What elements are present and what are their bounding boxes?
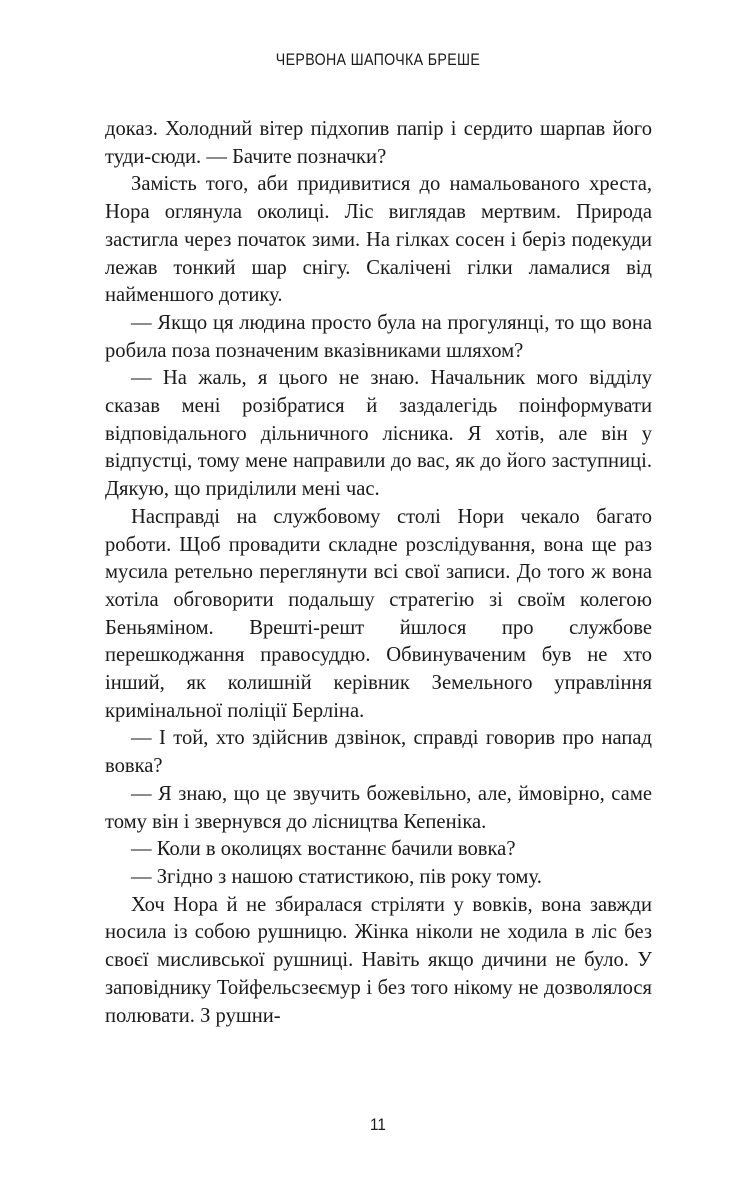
running-title: ЧЕРВОНА ШАПОЧКА БРЕШЕ xyxy=(275,51,481,69)
paragraph-dialogue: — Згідно з нашою статистикою, пів року тому. xyxy=(131,865,542,888)
paragraph-dialogue: — Я знаю, що це звучить божевільно, але, ймовірно, саме тому він і звернувся до лісництва Кепеніка. xyxy=(105,782,652,833)
paragraph-narration: Хоч Нора й не збиралася стріляти у вовків, вона завжди носила із собою рушницю. Жінка ніколи не ходила в ліс без своєї мисливської рушниці. Навіть якщо дичини не було. У заповіднику Тойфельсзеємур і без того нікому не дозволялося полювати. З рушни- xyxy=(105,893,652,1027)
page-body xyxy=(105,116,652,1030)
page-number: 11 xyxy=(370,1115,386,1134)
paragraph-narration: Насправді на службовому столі Нори чекало багато роботи. Щоб провадити складне розслідування, вона ще раз мусила ретельно переглянути всі свої записи. До того ж вона хотіла обговорити подальшу стратегію зі своїм колегою Беньяміном. Врешті-решт йшлося про службове перешкоджання правосуддю. Обвинуваченим був не хто інший, як колишній керівник Земельного управління кримінальної поліції Берліна. xyxy=(105,505,652,722)
paragraph-dialogue: — Якщо ця людина просто була на прогулянці, то що вона робила поза позначеним вказівниками шляхом? xyxy=(105,311,652,362)
paragraph-dialogue: — Коли в околицях востаннє бачили вовка? xyxy=(131,838,516,861)
paragraph-dialogue: — На жаль, я цього не знаю. Начальник мого відділу сказав мені розібратися й заздалегідь поінформувати відповідального дільничного лісника. Я хотів, але він у відпустці, тому мене направили до вас, як до його заступниці. Дякую, що приділили мені час. xyxy=(105,367,652,501)
paragraph-dialogue: — І той, хто здійснив дзвінок, справді говорив про напад вовка? xyxy=(105,727,652,778)
paragraph-continuation: доказ. Холодний вітер підхопив папір і сердито шарпав його туди-сюди. — Бачите позначки? xyxy=(105,118,652,168)
paragraph-narration: Замість того, аби придивитися до намальованого хреста, Нора оглянула околиці. Ліс виглядав мертвим. Природа застигла через початок зими. На гілках сосен і беріз подекуди лежав тонкий шар снігу. Скалічені гілки ламалися від найменшого дотику. xyxy=(105,173,652,307)
